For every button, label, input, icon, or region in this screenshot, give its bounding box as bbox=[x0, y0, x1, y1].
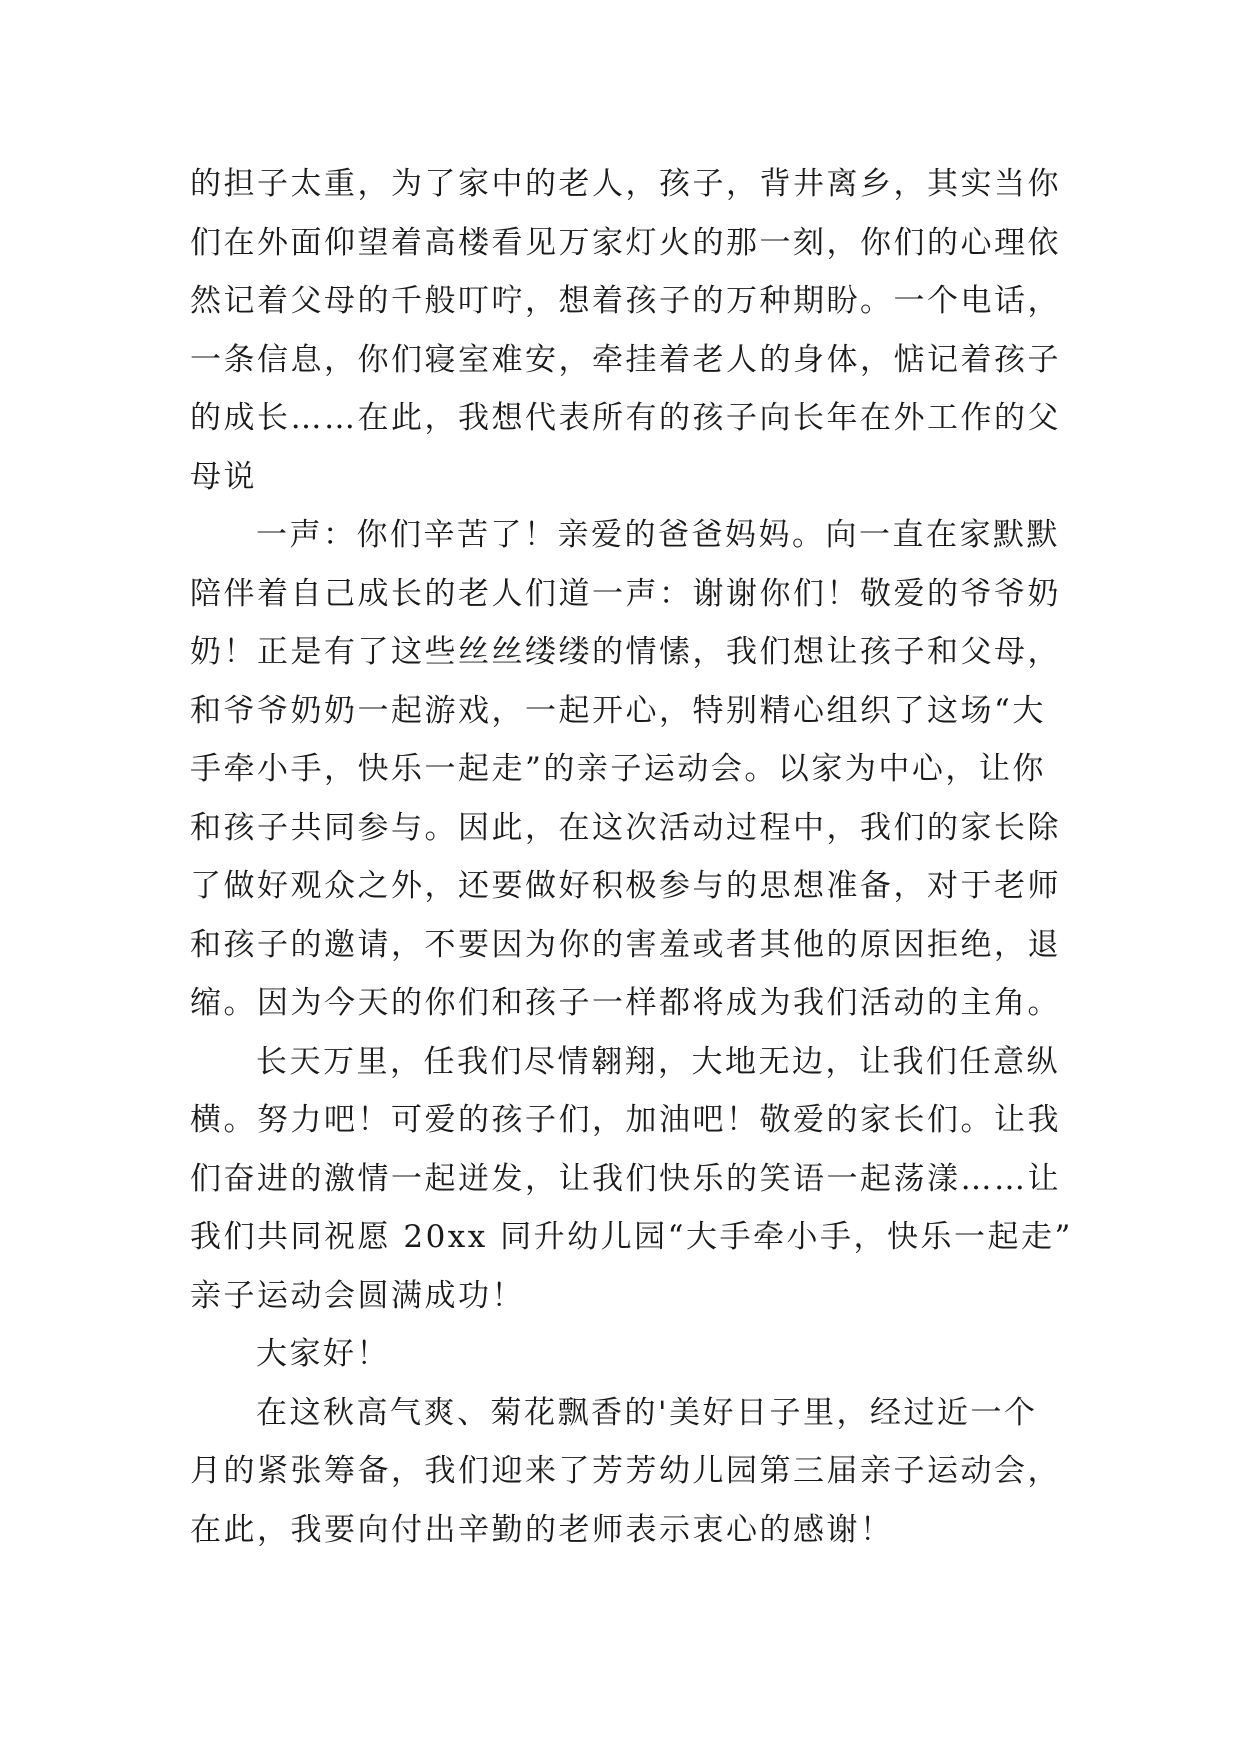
text-line: 陪伴着自己成长的老人们道一声：谢谢你们！敬爱的爷爷奶 bbox=[190, 575, 1061, 612]
text-line: 横。努力吧！可爱的孩子们，加油吧！敬爱的家长们。让我 bbox=[190, 1102, 1061, 1138]
text-line: 我们共同祝愿 20xx 同升幼儿园“大手牵小手，快乐一起走” bbox=[190, 1219, 1073, 1255]
text-line: 和孩子共同参与。因此，在这次活动过程中，我们的家长除 bbox=[190, 809, 1061, 846]
paragraph-start-line: 长天万里，任我们尽情翱翔，大地无边，让我们任意纵 bbox=[256, 1043, 1060, 1080]
text-line: 们在外面仰望着高楼看见万家灯火的那一刻，你们的心理依 bbox=[190, 224, 1061, 261]
text-line: 在此，我要向付出辛勤的老师表示衷心的感谢！ bbox=[190, 1511, 894, 1548]
paragraph-start-line: 在这秋高气爽、菊花飘香的'美好日子里，经过近一个 bbox=[256, 1394, 1038, 1431]
text-line: 手牵小手，快乐一起走”的亲子运动会。以家为中心，让你 bbox=[190, 751, 1046, 787]
text-line: 的担子太重，为了家中的老人，孩子，背井离乡，其实当你 bbox=[190, 166, 1061, 202]
text-line: 一条信息，你们寝室难安，牵挂着老人的身体，惦记着孩子 bbox=[190, 341, 1061, 378]
text-line: 亲子运动会圆满成功！ bbox=[190, 1277, 525, 1314]
text-line: 母说 bbox=[190, 458, 257, 495]
text-line: 奶！正是有了这些丝丝缕缕的情愫，我们想让孩子和父母， bbox=[190, 634, 1061, 670]
text-line: 的成长……在此，我想代表所有的孩子向长年在外工作的父 bbox=[190, 400, 1061, 436]
text-line: 然记着父母的千般叮咛，想着孩子的万种期盼。一个电话， bbox=[190, 283, 1061, 319]
text-line: 了做好观众之外，还要做好积极参与的思想准备，对于老师 bbox=[190, 868, 1061, 904]
text-line: 们奋进的激情一起迸发，让我们快乐的笑语一起荡漾……让 bbox=[190, 1160, 1061, 1197]
text-line: 和爷爷奶奶一起游戏，一起开心，特别精心组织了这场“大 bbox=[190, 692, 1046, 729]
paragraph-start-line: 大家好！ bbox=[256, 1336, 390, 1372]
text-line: 月的紧张筹备，我们迎来了芳芳幼儿园第三届亲子运动会， bbox=[190, 1453, 1061, 1489]
text-line: 和孩子的邀请，不要因为你的害羞或者其他的原因拒绝，退 bbox=[190, 926, 1061, 963]
text-line: 缩。因为今天的你们和孩子一样都将成为我们活动的主角。 bbox=[190, 985, 1061, 1021]
document-body bbox=[190, 155, 1073, 1559]
paragraph-start-line: 一声：你们辛苦了！亲爱的爸爸妈妈。向一直在家默默 bbox=[256, 517, 1060, 553]
